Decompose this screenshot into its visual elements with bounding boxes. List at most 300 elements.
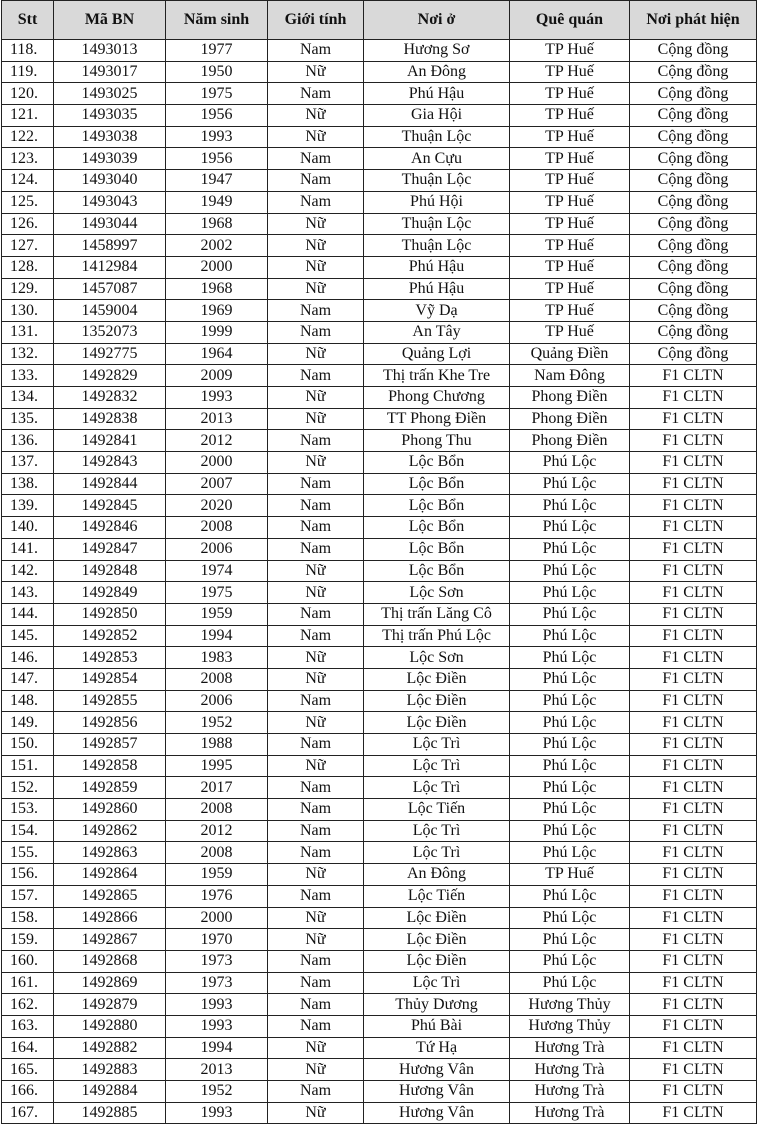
birth-year-cell: 1952	[166, 1081, 268, 1103]
detected-at-cell: F1 CLTN	[630, 647, 757, 669]
birth-year-cell: 1993	[166, 387, 268, 409]
hometown-cell: Phú Lộc	[510, 907, 630, 929]
stt-cell: 151.	[2, 755, 54, 777]
hometown-cell: Phú Lộc	[510, 668, 630, 690]
hometown-cell: TP Huế	[510, 148, 630, 170]
hometown-cell: Phú Lộc	[510, 799, 630, 821]
detected-at-cell: Cộng đồng	[630, 343, 757, 365]
patient-id-cell: 1492775	[54, 343, 166, 365]
birth-year-cell: 1976	[166, 885, 268, 907]
detected-at-cell: F1 CLTN	[630, 799, 757, 821]
birth-year-cell: 1968	[166, 213, 268, 235]
detected-at-cell: F1 CLTN	[630, 517, 757, 539]
gender-cell: Nữ	[268, 452, 364, 474]
residence-cell: Lộc Điền	[364, 950, 510, 972]
patient-id-cell: 1492829	[54, 365, 166, 387]
hometown-cell: Phú Lộc	[510, 538, 630, 560]
residence-cell: An Đông	[364, 864, 510, 886]
col-header-gender: Giới tính	[268, 1, 364, 40]
detected-at-cell: Cộng đồng	[630, 61, 757, 83]
detected-at-cell: F1 CLTN	[630, 1059, 757, 1081]
table-row	[2, 1059, 757, 1081]
gender-cell: Nữ	[268, 213, 364, 235]
patient-id-cell: 1493043	[54, 191, 166, 213]
stt-cell: 163.	[2, 1015, 54, 1037]
hometown-cell: Hương Trà	[510, 1037, 630, 1059]
stt-cell: 144.	[2, 603, 54, 625]
birth-year-cell: 1988	[166, 734, 268, 756]
birth-year-cell: 1968	[166, 278, 268, 300]
residence-cell: Tứ Hạ	[364, 1037, 510, 1059]
birth-year-cell: 2009	[166, 365, 268, 387]
table-row	[2, 864, 757, 886]
hometown-cell: Hương Thủy	[510, 1015, 630, 1037]
gender-cell: Nam	[268, 148, 364, 170]
birth-year-cell: 1994	[166, 1037, 268, 1059]
detected-at-cell: F1 CLTN	[630, 712, 757, 734]
birth-year-cell: 1993	[166, 1102, 268, 1124]
stt-cell: 150.	[2, 734, 54, 756]
patient-id-cell: 1492885	[54, 1102, 166, 1124]
gender-cell: Nam	[268, 603, 364, 625]
detected-at-cell: F1 CLTN	[630, 842, 757, 864]
birth-year-cell: 2012	[166, 820, 268, 842]
table-row	[2, 430, 757, 452]
col-header-patient-id: Mã BN	[54, 1, 166, 40]
detected-at-cell: F1 CLTN	[630, 994, 757, 1016]
detected-at-cell: Cộng đồng	[630, 321, 757, 343]
hometown-cell: Phú Lộc	[510, 690, 630, 712]
birth-year-cell: 2000	[166, 452, 268, 474]
gender-cell: Nữ	[268, 343, 364, 365]
stt-cell: 124.	[2, 170, 54, 192]
birth-year-cell: 2006	[166, 690, 268, 712]
stt-cell: 119.	[2, 61, 54, 83]
col-header-detected-at: Nơi phát hiện	[630, 1, 757, 40]
detected-at-cell: Cộng đồng	[630, 105, 757, 127]
stt-cell: 122.	[2, 126, 54, 148]
residence-cell: Phú Hậu	[364, 278, 510, 300]
hometown-cell: Hương Trà	[510, 1081, 630, 1103]
table-row	[2, 365, 757, 387]
detected-at-cell: F1 CLTN	[630, 929, 757, 951]
hometown-cell: Phú Lộc	[510, 517, 630, 539]
gender-cell: Nữ	[268, 712, 364, 734]
stt-cell: 121.	[2, 105, 54, 127]
birth-year-cell: 1993	[166, 126, 268, 148]
hometown-cell: Phú Lộc	[510, 885, 630, 907]
patient-id-cell: 1492860	[54, 799, 166, 821]
hometown-cell: Phú Lộc	[510, 734, 630, 756]
residence-cell: Thị trấn Lăng Cô	[364, 603, 510, 625]
patient-id-cell: 1492862	[54, 820, 166, 842]
birth-year-cell: 2000	[166, 907, 268, 929]
stt-cell: 141.	[2, 538, 54, 560]
table-row	[2, 755, 757, 777]
detected-at-cell: F1 CLTN	[630, 755, 757, 777]
gender-cell: Nữ	[268, 278, 364, 300]
detected-at-cell: F1 CLTN	[630, 690, 757, 712]
patient-id-cell: 1492884	[54, 1081, 166, 1103]
hometown-cell: Hương Trà	[510, 1102, 630, 1124]
stt-cell: 166.	[2, 1081, 54, 1103]
gender-cell: Nam	[268, 83, 364, 105]
birth-year-cell: 1950	[166, 61, 268, 83]
table-row	[2, 1102, 757, 1124]
birth-year-cell: 1975	[166, 83, 268, 105]
table-row	[2, 842, 757, 864]
residence-cell: An Tây	[364, 321, 510, 343]
patient-id-cell: 1492848	[54, 560, 166, 582]
table-row	[2, 1037, 757, 1059]
gender-cell: Nam	[268, 777, 364, 799]
birth-year-cell: 2012	[166, 430, 268, 452]
residence-cell: Hương Vân	[364, 1081, 510, 1103]
residence-cell: Lộc Trì	[364, 842, 510, 864]
residence-cell: Phú Hậu	[364, 256, 510, 278]
table-row	[2, 560, 757, 582]
birth-year-cell: 1949	[166, 191, 268, 213]
hometown-cell: TP Huế	[510, 213, 630, 235]
hometown-cell: Phong Điền	[510, 408, 630, 430]
table-row	[2, 972, 757, 994]
patient-id-cell: 1492869	[54, 972, 166, 994]
birth-year-cell: 2006	[166, 538, 268, 560]
stt-cell: 137.	[2, 452, 54, 474]
detected-at-cell: F1 CLTN	[630, 603, 757, 625]
gender-cell: Nam	[268, 517, 364, 539]
patient-id-cell: 1492867	[54, 929, 166, 951]
detected-at-cell: F1 CLTN	[630, 1037, 757, 1059]
gender-cell: Nữ	[268, 61, 364, 83]
stt-cell: 133.	[2, 365, 54, 387]
patient-id-cell: 1492844	[54, 473, 166, 495]
hometown-cell: Phú Lộc	[510, 842, 630, 864]
detected-at-cell: Cộng đồng	[630, 191, 757, 213]
table-header	[2, 1, 757, 40]
residence-cell: Lộc Điền	[364, 712, 510, 734]
patient-id-cell: 1492850	[54, 603, 166, 625]
table-row	[2, 582, 757, 604]
gender-cell: Nữ	[268, 755, 364, 777]
patient-id-cell: 1493025	[54, 83, 166, 105]
stt-cell: 140.	[2, 517, 54, 539]
gender-cell: Nữ	[268, 387, 364, 409]
detected-at-cell: F1 CLTN	[630, 734, 757, 756]
patient-id-cell: 1493035	[54, 105, 166, 127]
detected-at-cell: Cộng đồng	[630, 40, 757, 62]
birth-year-cell: 1973	[166, 972, 268, 994]
residence-cell: Lộc Sơn	[364, 647, 510, 669]
table-row	[2, 387, 757, 409]
patient-id-cell: 1492847	[54, 538, 166, 560]
patient-id-cell: 1493038	[54, 126, 166, 148]
hometown-cell: Phú Lộc	[510, 820, 630, 842]
hometown-cell: Phú Lộc	[510, 603, 630, 625]
patient-id-cell: 1492879	[54, 994, 166, 1016]
hometown-cell: Phú Lộc	[510, 647, 630, 669]
birth-year-cell: 2017	[166, 777, 268, 799]
table-row	[2, 820, 757, 842]
table-row	[2, 1015, 757, 1037]
residence-cell: Lộc Bổn	[364, 473, 510, 495]
detected-at-cell: F1 CLTN	[630, 538, 757, 560]
residence-cell: Gia Hội	[364, 105, 510, 127]
birth-year-cell: 1973	[166, 950, 268, 972]
detected-at-cell: F1 CLTN	[630, 1102, 757, 1124]
birth-year-cell: 1977	[166, 40, 268, 62]
residence-cell: Lộc Trì	[364, 755, 510, 777]
detected-at-cell: F1 CLTN	[630, 885, 757, 907]
col-header-birth-year: Năm sinh	[166, 1, 268, 40]
stt-cell: 123.	[2, 148, 54, 170]
detected-at-cell: Cộng đồng	[630, 300, 757, 322]
table-row	[2, 950, 757, 972]
detected-at-cell: Cộng đồng	[630, 170, 757, 192]
gender-cell: Nữ	[268, 1037, 364, 1059]
detected-at-cell: F1 CLTN	[630, 907, 757, 929]
gender-cell: Nam	[268, 365, 364, 387]
patient-id-cell: 1492883	[54, 1059, 166, 1081]
gender-cell: Nam	[268, 538, 364, 560]
birth-year-cell: 1975	[166, 582, 268, 604]
birth-year-cell: 2008	[166, 842, 268, 864]
hometown-cell: Quảng Điền	[510, 343, 630, 365]
patient-id-cell: 1492863	[54, 842, 166, 864]
hometown-cell: Phú Lộc	[510, 625, 630, 647]
patient-id-cell: 1492857	[54, 734, 166, 756]
gender-cell: Nữ	[268, 408, 364, 430]
col-header-hometown: Quê quán	[510, 1, 630, 40]
residence-cell: An Đông	[364, 61, 510, 83]
hometown-cell: Phú Lộc	[510, 560, 630, 582]
table-row	[2, 408, 757, 430]
patient-id-cell: 1492854	[54, 668, 166, 690]
gender-cell: Nữ	[268, 1059, 364, 1081]
residence-cell: Lộc Tiến	[364, 799, 510, 821]
col-header-residence: Nơi ở	[364, 1, 510, 40]
stt-cell: 135.	[2, 408, 54, 430]
birth-year-cell: 2020	[166, 495, 268, 517]
detected-at-cell: F1 CLTN	[630, 972, 757, 994]
birth-year-cell: 1956	[166, 148, 268, 170]
gender-cell: Nam	[268, 430, 364, 452]
gender-cell: Nữ	[268, 582, 364, 604]
gender-cell: Nữ	[268, 864, 364, 886]
gender-cell: Nam	[268, 191, 364, 213]
residence-cell: Phú Hậu	[364, 83, 510, 105]
stt-cell: 143.	[2, 582, 54, 604]
birth-year-cell: 1993	[166, 994, 268, 1016]
table-row	[2, 538, 757, 560]
detected-at-cell: F1 CLTN	[630, 950, 757, 972]
hometown-cell: Phú Lộc	[510, 582, 630, 604]
patient-id-cell: 1492852	[54, 625, 166, 647]
hometown-cell: TP Huế	[510, 256, 630, 278]
gender-cell: Nam	[268, 1015, 364, 1037]
stt-cell: 132.	[2, 343, 54, 365]
table-row	[2, 712, 757, 734]
detected-at-cell: Cộng đồng	[630, 256, 757, 278]
table-row	[2, 300, 757, 322]
stt-cell: 145.	[2, 625, 54, 647]
detected-at-cell: F1 CLTN	[630, 820, 757, 842]
birth-year-cell: 1995	[166, 755, 268, 777]
table-row	[2, 235, 757, 257]
patient-id-cell: 1492859	[54, 777, 166, 799]
residence-cell: Phú Hội	[364, 191, 510, 213]
detected-at-cell: F1 CLTN	[630, 668, 757, 690]
gender-cell: Nữ	[268, 256, 364, 278]
table-row	[2, 994, 757, 1016]
birth-year-cell: 1983	[166, 647, 268, 669]
patient-id-cell: 1492856	[54, 712, 166, 734]
birth-year-cell: 1959	[166, 603, 268, 625]
hometown-cell: Phú Lộc	[510, 972, 630, 994]
birth-year-cell: 2013	[166, 1059, 268, 1081]
stt-cell: 130.	[2, 300, 54, 322]
stt-cell: 127.	[2, 235, 54, 257]
hometown-cell: TP Huế	[510, 235, 630, 257]
residence-cell: Lộc Bổn	[364, 495, 510, 517]
hometown-cell: Phú Lộc	[510, 950, 630, 972]
gender-cell: Nam	[268, 842, 364, 864]
detected-at-cell: F1 CLTN	[630, 408, 757, 430]
detected-at-cell: F1 CLTN	[630, 365, 757, 387]
residence-cell: Quảng Lợi	[364, 343, 510, 365]
patient-id-cell: 1492846	[54, 517, 166, 539]
residence-cell: Phú Bài	[364, 1015, 510, 1037]
table-row	[2, 907, 757, 929]
hometown-cell: TP Huế	[510, 300, 630, 322]
hometown-cell: TP Huế	[510, 61, 630, 83]
residence-cell: Lộc Trì	[364, 820, 510, 842]
hometown-cell: Phú Lộc	[510, 712, 630, 734]
gender-cell: Nam	[268, 321, 364, 343]
patient-id-cell: 1492868	[54, 950, 166, 972]
hometown-cell: Phú Lộc	[510, 929, 630, 951]
patient-id-cell: 1492864	[54, 864, 166, 886]
patient-id-cell: 1492882	[54, 1037, 166, 1059]
gender-cell: Nam	[268, 972, 364, 994]
detected-at-cell: Cộng đồng	[630, 235, 757, 257]
residence-cell: Hương Vân	[364, 1102, 510, 1124]
hometown-cell: TP Huế	[510, 864, 630, 886]
birth-year-cell: 1994	[166, 625, 268, 647]
gender-cell: Nam	[268, 734, 364, 756]
table-row	[2, 170, 757, 192]
stt-cell: 128.	[2, 256, 54, 278]
detected-at-cell: F1 CLTN	[630, 387, 757, 409]
residence-cell: Phong Chương	[364, 387, 510, 409]
patient-id-cell: 1493013	[54, 40, 166, 62]
stt-cell: 165.	[2, 1059, 54, 1081]
table-row	[2, 690, 757, 712]
birth-year-cell: 1959	[166, 864, 268, 886]
hometown-cell: Nam Đông	[510, 365, 630, 387]
birth-year-cell: 1999	[166, 321, 268, 343]
hometown-cell: TP Huế	[510, 40, 630, 62]
table-row	[2, 191, 757, 213]
stt-cell: 138.	[2, 473, 54, 495]
table-row	[2, 61, 757, 83]
hometown-cell: Phú Lộc	[510, 473, 630, 495]
patient-id-cell: 1412984	[54, 256, 166, 278]
stt-cell: 148.	[2, 690, 54, 712]
gender-cell: Nam	[268, 690, 364, 712]
residence-cell: Vỹ Dạ	[364, 300, 510, 322]
table-row	[2, 105, 757, 127]
residence-cell: TT Phong Điền	[364, 408, 510, 430]
birth-year-cell: 2002	[166, 235, 268, 257]
table-row	[2, 256, 757, 278]
residence-cell: Thuận Lộc	[364, 235, 510, 257]
residence-cell: Lộc Trì	[364, 777, 510, 799]
stt-cell: 131.	[2, 321, 54, 343]
hometown-cell: Phú Lộc	[510, 452, 630, 474]
patient-id-cell: 1458997	[54, 235, 166, 257]
gender-cell: Nữ	[268, 668, 364, 690]
gender-cell: Nam	[268, 473, 364, 495]
patient-id-cell: 1492880	[54, 1015, 166, 1037]
detected-at-cell: F1 CLTN	[630, 452, 757, 474]
birth-year-cell: 2007	[166, 473, 268, 495]
stt-cell: 129.	[2, 278, 54, 300]
gender-cell: Nữ	[268, 647, 364, 669]
residence-cell: Lộc Trì	[364, 972, 510, 994]
stt-cell: 142.	[2, 560, 54, 582]
gender-cell: Nam	[268, 300, 364, 322]
patient-id-cell: 1493040	[54, 170, 166, 192]
hometown-cell: TP Huế	[510, 83, 630, 105]
hometown-cell: Phú Lộc	[510, 777, 630, 799]
table-row	[2, 1081, 757, 1103]
hometown-cell: Hương Trà	[510, 1059, 630, 1081]
hometown-cell: TP Huế	[510, 170, 630, 192]
patient-table	[1, 0, 757, 1124]
gender-cell: Nam	[268, 625, 364, 647]
table-row	[2, 647, 757, 669]
detected-at-cell: F1 CLTN	[630, 560, 757, 582]
residence-cell: Lộc Điền	[364, 907, 510, 929]
table-row	[2, 799, 757, 821]
stt-cell: 134.	[2, 387, 54, 409]
patient-id-cell: 1352073	[54, 321, 166, 343]
hometown-cell: Phong Điền	[510, 430, 630, 452]
detected-at-cell: Cộng đồng	[630, 83, 757, 105]
detected-at-cell: F1 CLTN	[630, 777, 757, 799]
gender-cell: Nữ	[268, 907, 364, 929]
detected-at-cell: F1 CLTN	[630, 864, 757, 886]
stt-cell: 136.	[2, 430, 54, 452]
stt-cell: 164.	[2, 1037, 54, 1059]
table-row	[2, 473, 757, 495]
table-row	[2, 929, 757, 951]
hometown-cell: Phong Điền	[510, 387, 630, 409]
residence-cell: Hương Sơ	[364, 40, 510, 62]
stt-cell: 149.	[2, 712, 54, 734]
gender-cell: Nam	[268, 820, 364, 842]
table-row	[2, 83, 757, 105]
gender-cell: Nam	[268, 885, 364, 907]
hometown-cell: TP Huế	[510, 126, 630, 148]
residence-cell: Thị trấn Phú Lộc	[364, 625, 510, 647]
stt-cell: 118.	[2, 40, 54, 62]
residence-cell: Lộc Tiến	[364, 885, 510, 907]
stt-cell: 126.	[2, 213, 54, 235]
hometown-cell: TP Huế	[510, 191, 630, 213]
residence-cell: Thuận Lộc	[364, 213, 510, 235]
